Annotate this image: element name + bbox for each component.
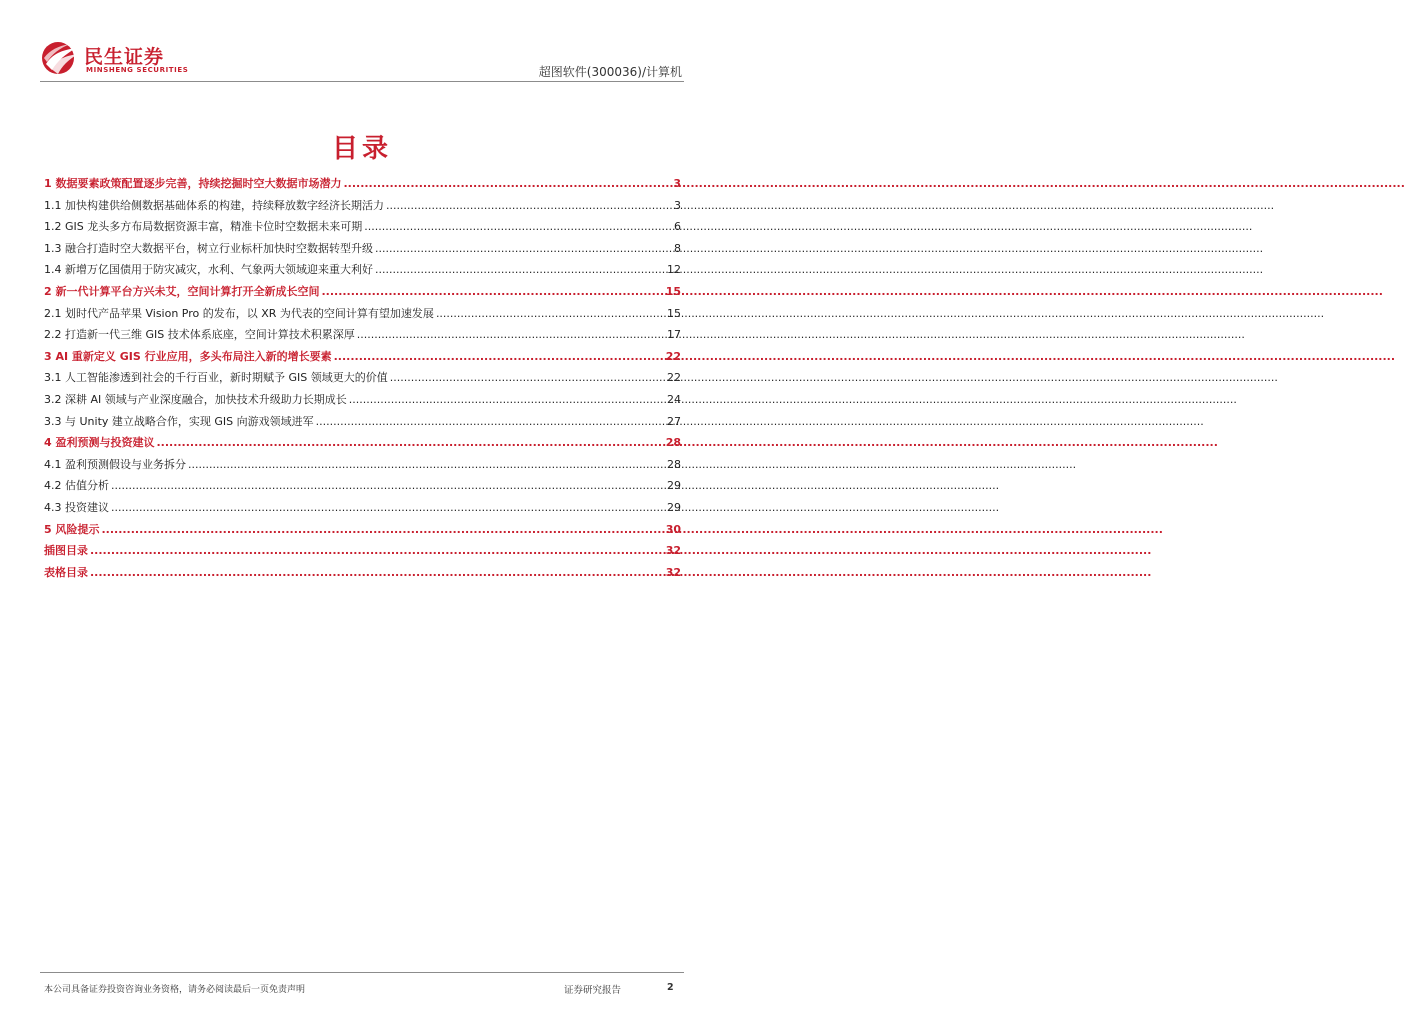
toc-entry-label: 1 数据要素政策配置逐步完善，持续挖掘时空大数据市场潜力 <box>44 177 342 190</box>
page-header <box>0 0 724 80</box>
toc-entry[interactable] <box>44 281 681 303</box>
toc-leader-dots <box>386 195 672 217</box>
toc-entry[interactable] <box>44 303 681 325</box>
footer-report-type: 证券研究报告 <box>564 985 622 996</box>
toc-entry[interactable] <box>44 238 681 260</box>
toc-entry[interactable] <box>44 389 681 411</box>
toc-entry-label: 3.2 深耕 AI 领域与产业深度融合，加快技术升级助力长期成长 <box>44 392 347 406</box>
brand-name-en: MINSHENG SECURITIES <box>86 66 189 74</box>
footer-disclaimer: 本公司具备证券投资咨询业务资格，请务必阅读最后一页免责声明 <box>44 985 306 995</box>
toc-entry-page: 27 <box>667 414 681 428</box>
toc-entry[interactable] <box>44 259 681 281</box>
toc-entry[interactable] <box>44 432 681 454</box>
toc-leader-dots <box>390 367 665 389</box>
toc-entry-page: 12 <box>667 263 681 277</box>
toc-entry-page: 28 <box>667 457 681 471</box>
toc-entry-label: 1.3 融合打造时空大数据平台，树立行业标杆加快时空数据转型升级 <box>44 241 373 255</box>
toc-entry-page: 3 <box>674 198 681 212</box>
toc-entry-page: 6 <box>674 220 681 234</box>
toc-entry-page: 32 <box>665 544 681 558</box>
toc-leader-dots <box>375 259 665 281</box>
toc-leader-dots <box>364 216 672 238</box>
toc-entry[interactable] <box>44 173 681 195</box>
toc-entry-label: 4.3 投资建议 <box>44 500 109 514</box>
toc-entry-page: 17 <box>667 328 681 342</box>
toc-entry[interactable] <box>44 195 681 217</box>
toc-entry-label: 4.1 盈利预测假设与业务拆分 <box>44 457 186 471</box>
brand-name-cn: 民生证券 <box>84 46 165 68</box>
toc-leader-dots <box>90 540 664 562</box>
toc-entry[interactable] <box>44 562 681 584</box>
toc-entry-page: 15 <box>667 306 681 320</box>
toc-entry-page: 30 <box>665 522 681 536</box>
toc-entry-label: 表格目录 <box>44 565 88 579</box>
toc-leader-dots <box>156 432 663 454</box>
toc-leader-dots <box>357 324 665 346</box>
toc-leader-dots <box>111 475 665 497</box>
toc-entry-label: 插图目录 <box>44 544 88 558</box>
report-subject: 超图软件(300036)/计算机 <box>538 65 682 79</box>
toc-leader-dots <box>111 497 665 519</box>
toc-entry[interactable] <box>44 519 681 541</box>
footer-page-number: 2 <box>667 982 674 993</box>
toc-entry[interactable] <box>44 346 681 368</box>
toc-leader-dots <box>349 389 665 411</box>
toc-entry-page: 32 <box>665 565 681 579</box>
toc-entry-page: 3 <box>673 177 681 190</box>
toc-entry[interactable] <box>44 475 681 497</box>
toc-entry-label: 3 AI 重新定义 GIS 行业应用，多头布局注入新的增长要素 <box>44 349 332 363</box>
toc-leader-dots <box>334 346 664 368</box>
header-divider <box>40 81 684 82</box>
toc-leader-dots <box>321 281 663 303</box>
toc-entry-page: 22 <box>665 349 681 363</box>
toc-entry[interactable] <box>44 324 681 346</box>
toc-entry[interactable] <box>44 497 681 519</box>
toc-entry-page: 29 <box>667 479 681 493</box>
toc-entry-page: 29 <box>667 500 681 514</box>
table-of-contents <box>44 173 681 583</box>
toc-leader-dots <box>343 173 671 195</box>
toc-entry-label: 1.4 新增万亿国债用于防灾减灾，水利、气象两大领域迎来重大利好 <box>44 263 373 277</box>
toc-entry-label: 2.1 划时代产品苹果 Vision Pro 的发布，以 XR 为代表的空间计算有望加速发展 <box>44 306 434 320</box>
toc-leader-dots <box>90 562 664 584</box>
minsheng-logo-icon <box>40 40 80 76</box>
toc-entry-label: 4 盈利预测与投资建议 <box>44 436 155 450</box>
toc-leader-dots <box>316 411 665 433</box>
toc-entry[interactable] <box>44 540 681 562</box>
toc-entry-page: 15 <box>665 284 681 298</box>
toc-entry-label: 2 新一代计算平台方兴未艾，空间计算打开全新成长空间 <box>44 284 320 298</box>
toc-entry-page: 22 <box>667 371 681 385</box>
toc-leader-dots <box>436 303 665 325</box>
toc-entry-page: 24 <box>667 392 681 406</box>
footer-divider <box>40 972 684 973</box>
toc-leader-dots <box>101 519 663 541</box>
toc-entry-label: 5 风险提示 <box>44 522 100 536</box>
toc-entry[interactable] <box>44 411 681 433</box>
toc-leader-dots <box>188 454 665 476</box>
toc-entry[interactable] <box>44 454 681 476</box>
page-title: 目录 <box>331 134 392 164</box>
toc-entry-page: 8 <box>674 241 681 255</box>
toc-entry[interactable] <box>44 216 681 238</box>
toc-entry[interactable] <box>44 367 681 389</box>
toc-entry-label: 4.2 估值分析 <box>44 479 109 493</box>
toc-entry-label: 3.1 人工智能渗透到社会的千行百业，新时期赋予 GIS 领域更大的价值 <box>44 371 388 385</box>
toc-entry-label: 1.1 加快构建供给侧数据基础体系的构建，持续释放数字经济长期活力 <box>44 198 384 212</box>
toc-entry-label: 3.3 与 Unity 建立战略合作，实现 GIS 向游戏领域进军 <box>44 414 314 428</box>
toc-leader-dots <box>375 238 672 260</box>
toc-entry-page: 28 <box>665 436 681 450</box>
toc-entry-label: 1.2 GIS 龙头多方布局数据资源丰富，精准卡位时空数据未来可期 <box>44 220 363 234</box>
toc-entry-label: 2.2 打造新一代三维 GIS 技术体系底座，空间计算技术积累深厚 <box>44 328 355 342</box>
